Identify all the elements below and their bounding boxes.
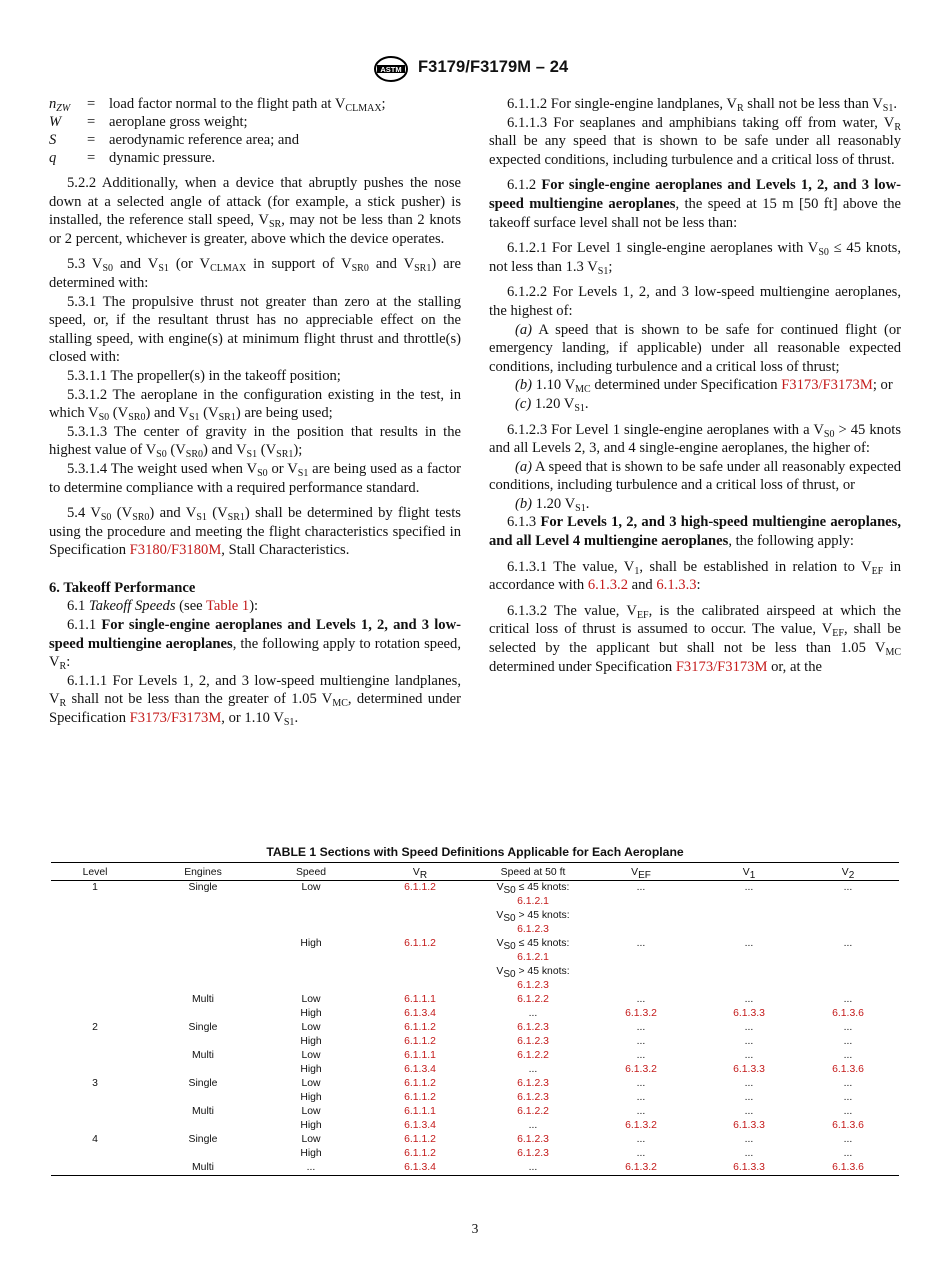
table-ref-link[interactable]: 6.1.2.3 [517, 1078, 549, 1089]
table-ref-link[interactable]: 6.1.2.2 [517, 994, 549, 1005]
table-ref-link[interactable]: 6.1.2.3 [517, 1148, 549, 1159]
table-cell-vef: ... [636, 1022, 646, 1033]
table-cell-v2 [797, 1119, 899, 1133]
table-cell-vr [355, 937, 485, 993]
table-cell-vef [581, 1063, 701, 1077]
paragraph-6-1-2-3: 6.1.2.3 For Level 1 single-engine aeroplanes with a $V_{S0} > 45$ knots and all Levels 2, 3, and 4 single-engine aeroplanes, the higher of: [489, 421, 901, 457]
table-ref-link[interactable]: 6.1.1.2 [404, 1134, 436, 1145]
table-cell-engines: Multi [192, 1106, 214, 1117]
table-cell-v1: ... [744, 1106, 754, 1117]
col-header-speed-50ft: Speed at 50 ft [485, 863, 581, 881]
table-row [51, 1077, 899, 1091]
table-cell-v2: ... [843, 1106, 853, 1117]
table-cell-speed: High [300, 1008, 322, 1019]
table-cell-speed: Low [301, 1022, 321, 1033]
table-row [51, 1105, 899, 1119]
table-cell-v1: ... [744, 994, 754, 1005]
table-cell-vr [355, 1007, 485, 1021]
paragraph-5-2-2: 5.2.2 Additionally, when a device that abruptly pushes the nose down at a selected angle of attack (for example, a stick pusher) is installed, the reference stall speed, $V_{SR}$, may not be less than 2 knots or 2 percent, whichever is greater, above which the device operates. [49, 175, 461, 247]
table-row [51, 1091, 899, 1105]
paragraph-6-1-1-3: 6.1.1.3 For seaplanes and amphibians taking off from water, $V_R$ shall be any speed that is shown to be safe under all reasonably expected conditions, including turbulence and a critical loss of thrust. [489, 114, 901, 168]
table-cell-speed: High [300, 1148, 322, 1159]
table-cell-v1: ... [744, 1092, 754, 1103]
right-column [489, 95, 901, 676]
table-cell-v2: ... [843, 1078, 853, 1089]
table-ref-link[interactable]: 6.1.2.2 [517, 1050, 549, 1061]
table-ref-link[interactable]: 6.1.1.1 [404, 994, 436, 1005]
table-cell-vef [581, 1007, 701, 1021]
link-f3173[interactable]: F3173/F3173M [129, 710, 222, 727]
definition-row: S = aerodynamic reference area; and [49, 132, 299, 148]
table-cell-speed: Low [301, 1078, 321, 1089]
table-row [51, 1119, 899, 1133]
table-ref-link[interactable]: 6.1.3.6 [832, 1120, 864, 1131]
table-cell-v2: ... [843, 938, 853, 949]
table-cell-speed: Low [301, 1134, 321, 1145]
paragraph-5-3-1-3: 5.3.1.3 The center of gravity in the position that results in the highest value of $V_{S0}$ $(V_{SR0})$ and $V_{S1}$ $(V_{SR1})$; [49, 423, 461, 461]
table-row [51, 993, 899, 1007]
symbol-definitions [49, 95, 461, 167]
table-cell-engines: Multi [139, 1161, 267, 1176]
col-header-v1: $V_1$ [701, 863, 797, 881]
paragraph-6-1-1-1: 6.1.1.1 For Levels 1, 2, and 3 low-speed multiengine landplanes, $V_R$ shall not be less than the greater of 1.05 $V_{MC}$, determined under Specification F3173/F3173M, or 1.10 $V_{S1}$. [49, 672, 461, 729]
table-cell-engines: Single [188, 1078, 218, 1089]
table-cell-level: 3 [92, 1078, 98, 1089]
table-row [51, 1133, 899, 1147]
table-cell-level [51, 1161, 139, 1176]
table-ref-link[interactable]: 6.1.2.3 [517, 1092, 549, 1103]
table-cell-engines: Single [188, 1022, 218, 1033]
table-cell-engines [139, 1063, 267, 1077]
table-cell-s50 [485, 993, 581, 1007]
left-column [49, 95, 461, 728]
table-cell-level [51, 1105, 139, 1119]
col-header-level: Level [51, 863, 139, 881]
definition-row: q = dynamic pressure. [49, 150, 216, 166]
table-ref-link[interactable]: 6.1.3.6 [832, 1008, 864, 1019]
table-cell-speed: High [300, 1092, 322, 1103]
table-row [51, 1147, 899, 1161]
table-cell-speed: High [300, 1120, 322, 1131]
item-6-1-2-2-c: (c) 1.20 $V_{S1}$. [515, 395, 589, 414]
table-cell-vef: ... [636, 1036, 646, 1047]
table-row [51, 1035, 899, 1049]
table-cell-s50: $V_{S0} \le 45$ knots: 6.1.2.1 $V_{S0} > 45$ knots: 6.1.2.3 [485, 881, 581, 938]
table-cell-engines [139, 1091, 267, 1105]
table-cell-vef: ... [636, 1050, 646, 1061]
table-cell-speed: High [300, 1064, 322, 1075]
paragraph-6-1-2-2: 6.1.2.2 For Levels 1, 2, and 3 low-speed multiengine aeroplanes, the highest of: [489, 284, 901, 319]
page-number: 3 [471, 1221, 479, 1236]
table-cell-v1: ... [744, 1050, 754, 1061]
table-cell-v2: ... [843, 1022, 853, 1033]
table-cell-vr [355, 1035, 485, 1049]
table-cell-engines [139, 937, 267, 993]
table-cell-v1 [701, 1063, 797, 1077]
link-6-1-3-2[interactable]: 6.1.3.2 [587, 577, 628, 594]
table-ref-link[interactable]: 6.1.1.2 [404, 1092, 436, 1103]
table-cell-v2: ... [843, 1036, 853, 1047]
table-cell-s50: ... [528, 1120, 538, 1131]
table-cell-vr [355, 1133, 485, 1147]
table-cell-v1: ... [744, 938, 754, 949]
item-6-1-2-3-b: (b) 1.20 $V_{S1}$. [515, 495, 590, 514]
table-cell-level [51, 1091, 139, 1105]
paragraph-6-1-3: 6.1.3 For Levels 1, 2, and 3 high-speed multiengine aeroplanes, and all Level 4 multiengine aeroplanes, the following apply: [489, 514, 901, 550]
table-cell-v1: ... [744, 1022, 754, 1033]
table-cell-vef: ... [636, 882, 646, 893]
table-cell-speed: Low [301, 882, 321, 893]
table-cell-vr [355, 881, 485, 938]
table-ref-link[interactable]: 6.1.2.3 [517, 1022, 549, 1033]
item-6-1-2-3-a: (a) A speed that is shown to be safe under all reasonably expected conditions, including turbulence and a critical loss of thrust, or [489, 458, 901, 494]
col-header-vef: $V_{EF}$ [581, 863, 701, 881]
table-cell-level [51, 993, 139, 1007]
table-ref-link[interactable]: 6.1.2.2 [517, 1106, 549, 1117]
table-row [51, 937, 899, 993]
table-cell-vr [355, 993, 485, 1007]
section-heading-6: 6. Takeoff Performance [49, 579, 196, 596]
table-cell-level [51, 1049, 139, 1063]
table-row [51, 1049, 899, 1063]
col-header-engines: Engines [139, 863, 267, 881]
table-cell-v1 [701, 1007, 797, 1021]
table-cell-vef: ... [636, 1078, 646, 1089]
table-cell-vr [355, 1105, 485, 1119]
table-cell-speed: Low [301, 1106, 321, 1117]
definition-row: W = aeroplane gross weight; [49, 114, 248, 130]
link-f3173[interactable]: F3173/F3173M [781, 377, 873, 394]
table-ref-link[interactable]: 6.1.2.3 [517, 924, 549, 935]
table-cell-vef: ... [636, 994, 646, 1005]
speed-definitions-table [51, 862, 899, 1176]
table-ref-link[interactable]: 6.1.3.2 [625, 1120, 657, 1131]
table-cell-v2: ... [843, 1134, 853, 1145]
item-6-1-2-2-b: (b) 1.10 $V_{MC}$ determined under Specification F3173/F3173M; or [515, 377, 893, 396]
paragraph-5-3-1-2: 5.3.1.2 The aeroplane in the configuration existing in the test, in which $V_{S0}$ $(V_{SR0})$ and $V_{S1}$ $(V_{SR1})$ are being used; [49, 386, 461, 424]
table-ref-link[interactable]: 6.1.3.4 [404, 1008, 436, 1019]
paragraph-6-1-3-2: 6.1.3.2 The value, $V_{EF}$, is the calibrated airspeed at which the critical loss of thrust is assumed to occur. The value, $V_{EF}$, shall be selected by the applicant but shall not be less than 1.05 $V_{MC}$ determined under Specification F3173/F3173M or, at the [489, 602, 901, 675]
table-row [51, 881, 899, 938]
table-cell-v1 [701, 1161, 797, 1176]
table-row [51, 1007, 899, 1021]
table-cell-v2: ... [843, 994, 853, 1005]
svg-text:ASTM: ASTM [380, 64, 402, 74]
col-header-v2: $V_2$ [797, 863, 899, 881]
document-designation: F3179/F3179M – 24 [418, 58, 569, 76]
paragraph-5-3-1-4: 5.3.1.4 The weight used when $V_{S0}$ or $V_{S1}$ are being used as a factor to determine compliance with a required performance standard. [49, 460, 461, 496]
paragraph-5-3-1-1: 5.3.1.1 The propeller(s) in the takeoff position; [67, 367, 341, 384]
definition-row: $n_{ZW}$ = load factor normal to the flight path at $V_{CLMAX}$; [49, 96, 386, 114]
table-cell-vef: ... [636, 1106, 646, 1117]
table-ref-link[interactable]: 6.1.1.1 [404, 1106, 436, 1117]
table-ref-link[interactable]: 6.1.2.1 [517, 952, 549, 963]
table-cell-v2 [797, 1063, 899, 1077]
table-cell-engines [139, 1119, 267, 1133]
table-cell-s50: $V_{S0} \le 45$ knots: 6.1.2.1 $V_{S0} > 45$ knots: 6.1.2.3 [485, 937, 581, 993]
table-cell-speed: High [300, 938, 322, 949]
table-cell-s50 [485, 1077, 581, 1091]
table-ref-link[interactable]: 6.1.2.3 [517, 1036, 549, 1047]
link-6-1-3-3[interactable]: 6.1.3.3 [656, 577, 697, 594]
table-ref-link[interactable]: 6.1.2.3 [517, 980, 549, 991]
table-cell-engines [139, 1007, 267, 1021]
link-f3173[interactable]: F3173/F3173M [675, 658, 768, 675]
table-ref-link[interactable]: 6.1.1.2 [404, 1078, 436, 1089]
table-title: TABLE 1 Sections with Speed Definitions Applicable for Each Aeroplane [266, 845, 684, 859]
table-cell-s50 [485, 1021, 581, 1035]
table-cell-vef: ... [636, 1148, 646, 1159]
table-cell-v2 [797, 1007, 899, 1021]
table-cell-v1: ... [744, 1078, 754, 1089]
table-ref-link[interactable]: 6.1.3.2 [625, 1008, 657, 1019]
table-ref-link[interactable]: 6.1.1.2 [404, 1036, 436, 1047]
table-cell-level: 4 [92, 1134, 98, 1145]
table-cell-engines: Single [188, 1134, 218, 1145]
table-cell-vr [355, 1119, 485, 1133]
paragraph-5-4: 5.4 $V_{S0}$ $(V_{SR0})$ and $V_{S1}$ $(V_{SR1})$ shall be determined by flight tests using the procedure and meeting the flight characteristics specified in Specification F3180/F3180M, Stall Characteristics. [49, 505, 461, 559]
table-cell-level [51, 1119, 139, 1133]
table-cell-vr [355, 1063, 485, 1077]
table-cell-v1 [701, 1119, 797, 1133]
table-row [51, 1021, 899, 1035]
table-cell-vef: ... [636, 938, 646, 949]
link-f3180[interactable]: F3180/F3180M [129, 542, 222, 559]
astm-logo-icon [373, 56, 409, 82]
page-header [0, 56, 950, 84]
table-cell-engines: Multi [192, 1050, 214, 1061]
table-ref-link[interactable]: 6.1.3.4 [404, 1120, 436, 1131]
table-cell-engines [139, 1147, 267, 1161]
table-cell-s50 [485, 1035, 581, 1049]
table-ref-link[interactable]: 6.1.3.6 [832, 1064, 864, 1075]
table-cell-v2: ... [843, 882, 853, 893]
table-row [51, 1063, 899, 1077]
table-cell-level [51, 1063, 139, 1077]
table-ref-link[interactable]: 6.1.1.2 [404, 882, 436, 893]
link-table-1[interactable]: Table 1 [206, 598, 250, 615]
table-cell-v2: ... [843, 1092, 853, 1103]
table-cell-vr [355, 1147, 485, 1161]
table-ref-link[interactable]: 6.1.2.1 [517, 896, 549, 907]
table-cell-level: 2 [92, 1022, 98, 1033]
table-cell-s50 [485, 1105, 581, 1119]
table-cell-vr [355, 1161, 485, 1176]
table-ref-link[interactable]: 6.1.1.2 [404, 1148, 436, 1159]
table-cell-level [51, 1007, 139, 1021]
table-ref-link[interactable]: 6.1.3.3 [733, 1162, 765, 1173]
table-cell-v1: ... [744, 1148, 754, 1159]
table-cell-engines: Single [188, 882, 218, 893]
paragraph-5-3: 5.3 $V_{S0}$ and $V_{S1}$ (or $V_{CLMAX}$ in support of $V_{SR0}$ and $V_{SR1}$) are determined with: [49, 256, 461, 291]
table-cell-v1: ... [744, 882, 754, 893]
paragraph-6-1-2-1: 6.1.2.1 For Level 1 single-engine aeroplanes with $V_{S0} \le 45$ knots, not less than 1.3 $V_{S1}$; [489, 240, 901, 277]
table-ref-link[interactable]: 6.1.3.6 [832, 1162, 864, 1173]
col-header-speed: Speed [267, 863, 355, 881]
table-ref-link[interactable]: 6.1.1.2 [404, 938, 436, 949]
table-cell-v1: ... [744, 1134, 754, 1145]
table-ref-link[interactable]: 6.1.3.4 [404, 1162, 436, 1173]
table-ref-link[interactable]: 6.1.3.4 [404, 1064, 436, 1075]
table-ref-link[interactable]: 6.1.3.3 [733, 1064, 765, 1075]
table-cell-v2 [797, 1161, 899, 1176]
table-ref-link[interactable]: 6.1.1.2 [404, 1022, 436, 1033]
table-cell-vef [581, 1161, 701, 1176]
table-ref-link[interactable]: 6.1.3.3 [733, 1008, 765, 1019]
table-ref-link[interactable]: 6.1.1.1 [404, 1050, 436, 1061]
table-cell-speed: Low [301, 1050, 321, 1061]
table-cell-level: 1 [92, 882, 98, 893]
paragraph-5-3-1: 5.3.1 The propulsive thrust not greater than zero at the stalling speed, or, if the resultant thrust has no appreciable effect on the stalling speed, with engine(s) at minimum flight thrust and throttle(s) closed with: [49, 293, 461, 366]
table-cell-s50 [485, 1147, 581, 1161]
table-ref-link[interactable]: 6.1.3.2 [625, 1064, 657, 1075]
table-cell-vr [355, 1091, 485, 1105]
table-cell-engines [139, 1035, 267, 1049]
paragraph-6-1-2: 6.1.2 For single-engine aeroplanes and Levels 1, 2, and 3 low-speed multiengine aeroplanes, the speed at 15 m [50 ft] above the takeoff surface level shall not be less than: [489, 177, 901, 231]
table-cell-v2: ... [843, 1050, 853, 1061]
table-cell-s50 [485, 1091, 581, 1105]
paragraph-6-1-3-1: 6.1.3.1 The value, $V_1$, shall be established in relation to $V_{EF}$ in accordance with 6.1.3.2 and 6.1.3.3: [489, 558, 902, 594]
paragraph-6-1-1: 6.1.1 For single-engine aeroplanes and Levels 1, 2, and 3 low-speed multiengine aeroplanes, the following apply to rotation speed, $V_R$: [49, 617, 461, 673]
table-cell-s50: ... [485, 1161, 581, 1176]
table-ref-link[interactable]: 6.1.2.3 [517, 1134, 549, 1145]
table-cell-level [51, 1147, 139, 1161]
table-cell-vef: ... [636, 1134, 646, 1145]
table-cell-vef: ... [636, 1092, 646, 1103]
table-cell-speed: High [300, 1036, 322, 1047]
col-header-vr: $V_R$ [355, 863, 485, 881]
table-cell-vr [355, 1021, 485, 1035]
table-cell-engines: Multi [192, 994, 214, 1005]
table-row [51, 1161, 899, 1176]
table-cell-vef [581, 1119, 701, 1133]
table-cell-vr [355, 1049, 485, 1063]
table-cell-s50 [485, 1049, 581, 1063]
table-cell-speed: ... [267, 1161, 355, 1176]
table-cell-s50 [485, 1133, 581, 1147]
table-header-row [51, 863, 899, 881]
table-cell-level [51, 1035, 139, 1049]
paragraph-6-1: 6.1 Takeoff Speeds (see Table 1): [67, 598, 259, 615]
table-ref-link[interactable]: 6.1.3.3 [733, 1120, 765, 1131]
table-cell-v2: ... [843, 1148, 853, 1159]
table-ref-link[interactable]: 6.1.3.2 [625, 1162, 657, 1173]
table-cell-speed: Low [301, 994, 321, 1005]
table-cell-s50: ... [528, 1008, 538, 1019]
table-cell-level [51, 937, 139, 993]
table-cell-v1: ... [744, 1036, 754, 1047]
item-6-1-2-2-a: (a) A speed that is shown to be safe for continued flight (or emergency landing, if applicable) under all reasonable expected conditions, including turbulence and a critical loss of thrust; [489, 321, 901, 375]
table-cell-s50: ... [528, 1064, 538, 1075]
paragraph-6-1-1-2: 6.1.1.2 For single-engine landplanes, $V_R$ shall not be less than $V_{S1}$. [507, 96, 898, 114]
table-cell-vr [355, 1077, 485, 1091]
